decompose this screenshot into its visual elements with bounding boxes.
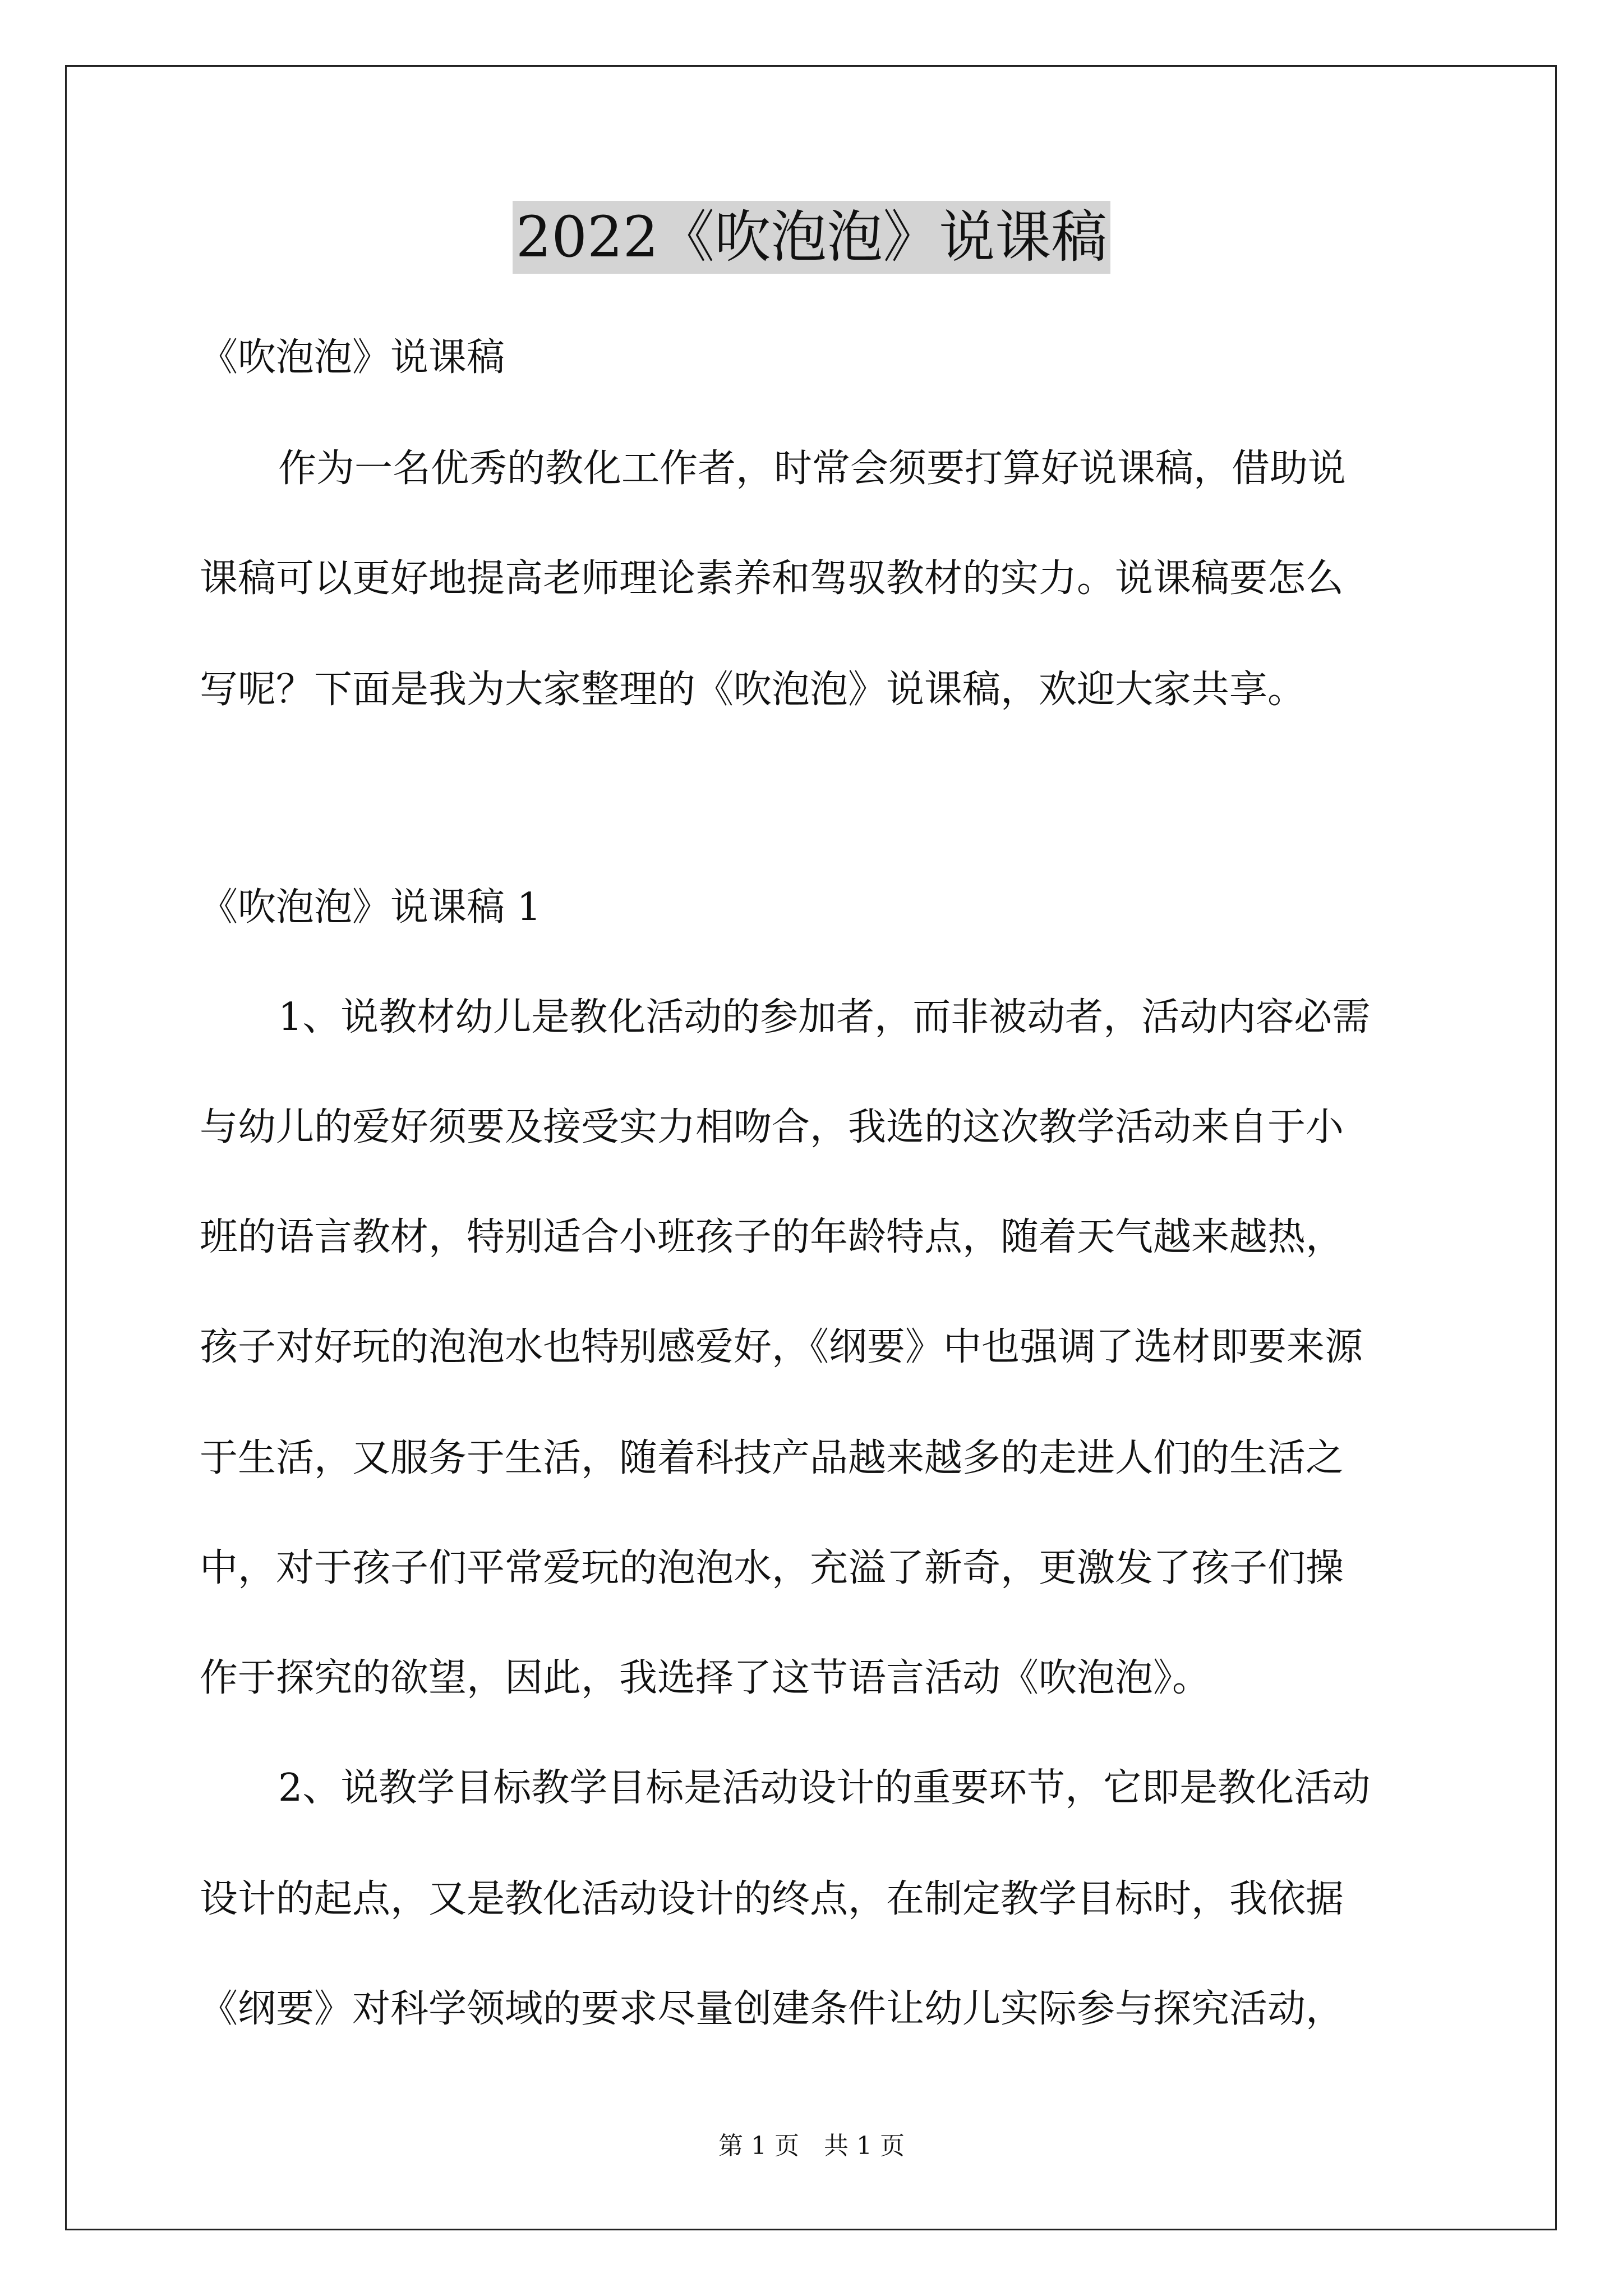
- intro-line-2: 课稿可以更好地提高老师理论素养和驾驭教材的实力。说课稿要怎么: [200, 556, 1344, 601]
- section1-para1-line-4: 孩子对好玩的泡泡水也特别感爱好，《纲要》中也强调了选材即要来源: [200, 1325, 1363, 1369]
- section1-para1-line-1: 1、说教材幼儿是教化活动的参加者，而非被动者，活动内容必需: [278, 995, 1371, 1039]
- section1-para1-line-3: 班的语言教材，特别适合小班孩子的年龄特点，随着天气越来越热，: [200, 1215, 1344, 1259]
- section1-para1-line-2: 与幼儿的爱好须要及接受实力相吻合，我选的这次教学活动来自于小: [200, 1105, 1344, 1149]
- section1-para1-line-5: 于生活，又服务于生活，随着科技产品越来越多的走进人们的生活之: [200, 1436, 1344, 1480]
- subtitle-line: 《吹泡泡》说课稿: [200, 335, 505, 380]
- section1-para1-line-6: 中，对于孩子们平常爱玩的泡泡水，充溢了新奇，更激发了孩子们操: [200, 1546, 1344, 1590]
- section1-para2-line-2: 设计的起点，又是教化活动设计的终点，在制定教学目标时，我依据: [200, 1877, 1344, 1921]
- section-heading-1: 《吹泡泡》说课稿 1: [200, 885, 541, 930]
- intro-line-1: 作为一名优秀的教化工作者，时常会须要打算好说课稿，借助说: [278, 447, 1347, 491]
- section1-para1-line-7: 作于探究的欲望，因此，我选择了这节语言活动《吹泡泡》。: [200, 1656, 1211, 1700]
- document-title: [0, 201, 1623, 274]
- document-title-text: 2022《吹泡泡》说课稿: [513, 201, 1111, 274]
- section1-para2-line-3: 《纲要》对科学领域的要求尽量创建条件让幼儿实际参与探究活动，: [200, 1987, 1344, 2031]
- page-footer: 第 1 页 共 1 页: [718, 2132, 905, 2160]
- intro-line-3: 写呢？下面是我为大家整理的《吹泡泡》说课稿，欢迎大家共享。: [200, 668, 1306, 712]
- section1-para2-line-1: 2、说教学目标教学目标是活动设计的重要环节，它即是教化活动: [278, 1766, 1371, 1810]
